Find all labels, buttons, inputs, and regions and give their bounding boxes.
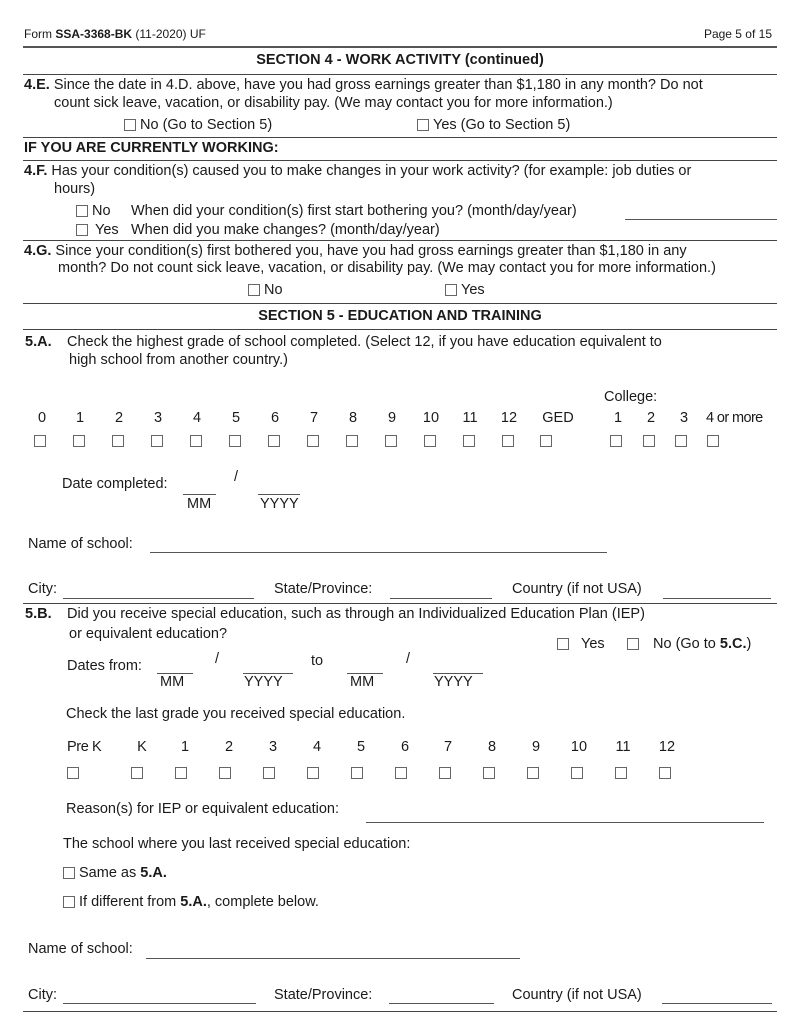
question-5a-line1: Check the highest grade of school completed. (Select 12, if you have education equivalent to [67, 334, 662, 350]
checkbox-grade-8[interactable] [346, 435, 358, 447]
special-ed-name-of-school-label: Name of school: [28, 941, 133, 957]
question-5b-line1: Did you receive special education, such as through an Individualized Education Plan (IEP) [67, 606, 645, 622]
grade-label: 12 [500, 410, 518, 426]
question-5a-label: 5.A. [25, 334, 52, 350]
checkbox-special-ed-1[interactable] [175, 767, 187, 779]
yyyy-label: YYYY [434, 674, 473, 690]
special-ed-grade-label: 11 [615, 739, 631, 755]
special-ed-grade-label: 1 [180, 739, 190, 755]
college-grade-label: 3 [679, 410, 689, 426]
checkbox-5b-no[interactable] [627, 638, 639, 650]
date-slash: / [406, 651, 411, 667]
city-field[interactable] [63, 598, 254, 599]
special-ed-grade-label: 4 [312, 739, 322, 755]
grade-label: 6 [270, 410, 280, 426]
mm-label: MM [187, 496, 212, 512]
grade-label: 8 [348, 410, 358, 426]
country-label: Country (if not USA) [512, 581, 642, 597]
checkbox-special-ed-9[interactable] [527, 767, 539, 779]
checkbox-special-ed-8[interactable] [483, 767, 495, 779]
to-label: to [311, 653, 324, 669]
question-4f-yes-text: When did you make changes? (month/day/year) [131, 222, 440, 238]
checkbox-special-ed-7[interactable] [439, 767, 451, 779]
currently-working-heading: IF YOU ARE CURRENTLY WORKING: [24, 140, 279, 156]
option-ref: 5.C. [719, 636, 747, 652]
checkbox-grade-0[interactable] [34, 435, 46, 447]
checkbox-grade-5[interactable] [229, 435, 241, 447]
checkbox-4f-no[interactable] [76, 205, 88, 217]
option-text: If different from [79, 894, 181, 910]
reasons-label: Reason(s) for IEP or equivalent education: [66, 801, 339, 817]
special-ed-grade-label: 5 [356, 739, 366, 755]
school-where-label: The school where you last received special education: [63, 836, 411, 852]
checkbox-grade-ged[interactable] [540, 435, 552, 447]
special-ed-grade-label: 6 [400, 739, 410, 755]
option-text: No (Go to [653, 636, 720, 652]
checkbox-special-ed-prek[interactable] [67, 767, 79, 779]
divider [23, 74, 777, 75]
date-completed-label: Date completed: [62, 476, 168, 492]
checkbox-4g-yes[interactable] [445, 284, 457, 296]
same-as-5a-label [79, 865, 167, 882]
divider [23, 46, 777, 48]
special-ed-grade-label: 9 [531, 739, 541, 755]
check-last-grade-label: Check the last grade you received special education. [66, 706, 406, 722]
divider [23, 329, 777, 330]
checkbox-grade-12[interactable] [502, 435, 514, 447]
grade-label: 1 [75, 410, 85, 426]
option-4f-no: No [92, 203, 111, 219]
checkbox-grade-7[interactable] [307, 435, 319, 447]
option-4g-yes: Yes [461, 282, 485, 298]
grade-label: 9 [387, 410, 397, 426]
form-id [24, 27, 206, 41]
special-ed-city-label: City: [28, 987, 57, 1003]
question-4f-no-text: When did your condition(s) first start bothering you? (month/day/year) [131, 203, 577, 219]
grade-label: 4 [192, 410, 202, 426]
divider [23, 240, 777, 241]
checkbox-grade-6[interactable] [268, 435, 280, 447]
dates-from-label: Dates from: [67, 658, 142, 674]
question-text: Since the date in 4.D. above, have you had gross earnings greater than $1,180 in any month? Do not [49, 77, 703, 93]
date-completed-month-field[interactable] [183, 494, 216, 495]
divider [23, 603, 777, 604]
state-field[interactable] [390, 598, 492, 599]
option-4e-yes: Yes (Go to Section 5) [433, 117, 571, 133]
checkbox-grade-11[interactable] [463, 435, 475, 447]
special-ed-grade-label: K [137, 739, 147, 755]
special-ed-grade-label: 2 [224, 739, 234, 755]
yyyy-label: YYYY [244, 674, 283, 690]
college-grade-label: 1 [613, 410, 623, 426]
country-field[interactable] [663, 598, 771, 599]
grade-label: 7 [309, 410, 319, 426]
page-number: Page 5 of 15 [703, 27, 772, 41]
form-number: SSA-3368-BK [55, 27, 133, 41]
option-text: Same as [79, 865, 141, 881]
college-label: College: [604, 389, 658, 405]
question-text: Since your condition(s) first bothered you, have you had gross earnings greater than $1,180 in any [51, 243, 687, 259]
state-label: State/Province: [274, 581, 373, 597]
question-5b-label: 5.B. [25, 606, 52, 622]
college-grade-label: 4 or more [706, 410, 763, 426]
special-ed-state-label: State/Province: [274, 987, 373, 1003]
checkbox-if-different[interactable] [63, 896, 75, 908]
checkbox-grade-9[interactable] [385, 435, 397, 447]
checkbox-special-ed-5[interactable] [351, 767, 363, 779]
question-4e-line1 [24, 77, 703, 94]
option-text: ) [746, 636, 752, 652]
option-4f-yes: Yes [95, 222, 119, 238]
checkbox-5b-yes[interactable] [557, 638, 569, 650]
special-ed-city-field[interactable] [63, 1003, 256, 1004]
divider [23, 1011, 777, 1012]
checkbox-special-ed-3[interactable] [263, 767, 275, 779]
reasons-field[interactable] [366, 822, 764, 823]
special-ed-state-field[interactable] [389, 1003, 494, 1004]
checkbox-college-1[interactable] [610, 435, 622, 447]
form-suffix: (11-2020) UF [132, 27, 206, 41]
divider [23, 137, 777, 138]
special-ed-country-field[interactable] [662, 1003, 772, 1004]
checkbox-grade-4[interactable] [190, 435, 202, 447]
grade-label: 3 [153, 410, 163, 426]
name-of-school-field[interactable] [150, 552, 607, 553]
if-different-label [79, 894, 319, 911]
checkbox-special-ed-2[interactable] [219, 767, 231, 779]
checkbox-special-ed-12[interactable] [659, 767, 671, 779]
date-slash: / [234, 469, 239, 485]
option-4g-no: No [264, 282, 283, 298]
grade-label: GED [542, 410, 574, 426]
option-5b-no [653, 636, 751, 653]
option-ref: 5.A. [140, 865, 167, 881]
date-slash: / [215, 651, 220, 667]
mm-label: MM [350, 674, 375, 690]
question-4g-line2: month? Do not count sick leave, vacation, or disability pay. (We may contact you for more information.) [58, 260, 716, 276]
question-5b-line2: or equivalent education? [69, 626, 228, 642]
checkbox-college-4-or-more[interactable] [707, 435, 719, 447]
special-ed-grade-label: 10 [570, 739, 588, 755]
checkbox-special-ed-4[interactable] [307, 767, 319, 779]
special-ed-grade-label: Pre K [67, 739, 102, 755]
checkbox-college-3[interactable] [675, 435, 687, 447]
special-ed-grade-label: 7 [443, 739, 453, 755]
divider [23, 160, 777, 161]
special-ed-grade-label: 3 [268, 739, 278, 755]
checkbox-grade-2[interactable] [112, 435, 124, 447]
special-ed-name-of-school-field[interactable] [146, 958, 520, 959]
grade-label: 5 [231, 410, 241, 426]
option-text: , complete below. [206, 894, 319, 910]
option-ref: 5.A. [180, 894, 207, 910]
grade-label: 10 [422, 410, 440, 426]
checkbox-grade-3[interactable] [151, 435, 163, 447]
date-completed-year-field[interactable] [258, 494, 300, 495]
special-ed-grade-label: 12 [658, 739, 676, 755]
checkbox-grade-10[interactable] [424, 435, 436, 447]
question-4e-line2: count sick leave, vacation, or disability pay. (We may contact you for more information.) [54, 95, 613, 111]
section-4-title: SECTION 4 - WORK ACTIVITY (continued) [256, 52, 544, 68]
question-label: 4.E. [24, 77, 50, 93]
section-5-title: SECTION 5 - EDUCATION AND TRAINING [258, 308, 542, 324]
name-of-school-label: Name of school: [28, 536, 133, 552]
option-5b-yes: Yes [581, 636, 605, 652]
checkbox-grade-1[interactable] [73, 435, 85, 447]
question-4g-line1 [24, 243, 687, 260]
grade-label: 11 [462, 410, 478, 426]
question-text: Has your condition(s) caused you to make changes in your work activity? (for example: job duties or [47, 163, 692, 179]
city-label: City: [28, 581, 57, 597]
question-4f-line1 [24, 163, 691, 180]
question-4f-line2: hours) [54, 181, 96, 197]
mm-label: MM [160, 674, 185, 690]
grade-label: 2 [114, 410, 124, 426]
checkbox-special-ed-11[interactable] [615, 767, 627, 779]
checkbox-4g-no[interactable] [248, 284, 260, 296]
grade-label: 0 [37, 410, 47, 426]
checkbox-same-as-5a[interactable] [63, 867, 75, 879]
form-prefix: Form [24, 27, 56, 41]
checkbox-special-ed-10[interactable] [571, 767, 583, 779]
checkbox-college-2[interactable] [643, 435, 655, 447]
question-5a-line2: high school from another country.) [69, 352, 288, 368]
date-first-bothered-field[interactable] [625, 219, 777, 220]
special-ed-country-label: Country (if not USA) [512, 987, 642, 1003]
question-label: 4.F. [24, 163, 48, 179]
checkbox-special-ed-k[interactable] [131, 767, 143, 779]
checkbox-4e-no[interactable] [124, 119, 136, 131]
divider [23, 303, 777, 304]
checkbox-4f-yes[interactable] [76, 224, 88, 236]
checkbox-special-ed-6[interactable] [395, 767, 407, 779]
yyyy-label: YYYY [260, 496, 299, 512]
question-label: 4.G. [24, 243, 52, 259]
special-ed-grade-label: 8 [487, 739, 497, 755]
checkbox-4e-yes[interactable] [417, 119, 429, 131]
option-4e-no: No (Go to Section 5) [140, 117, 273, 133]
college-grade-label: 2 [646, 410, 656, 426]
